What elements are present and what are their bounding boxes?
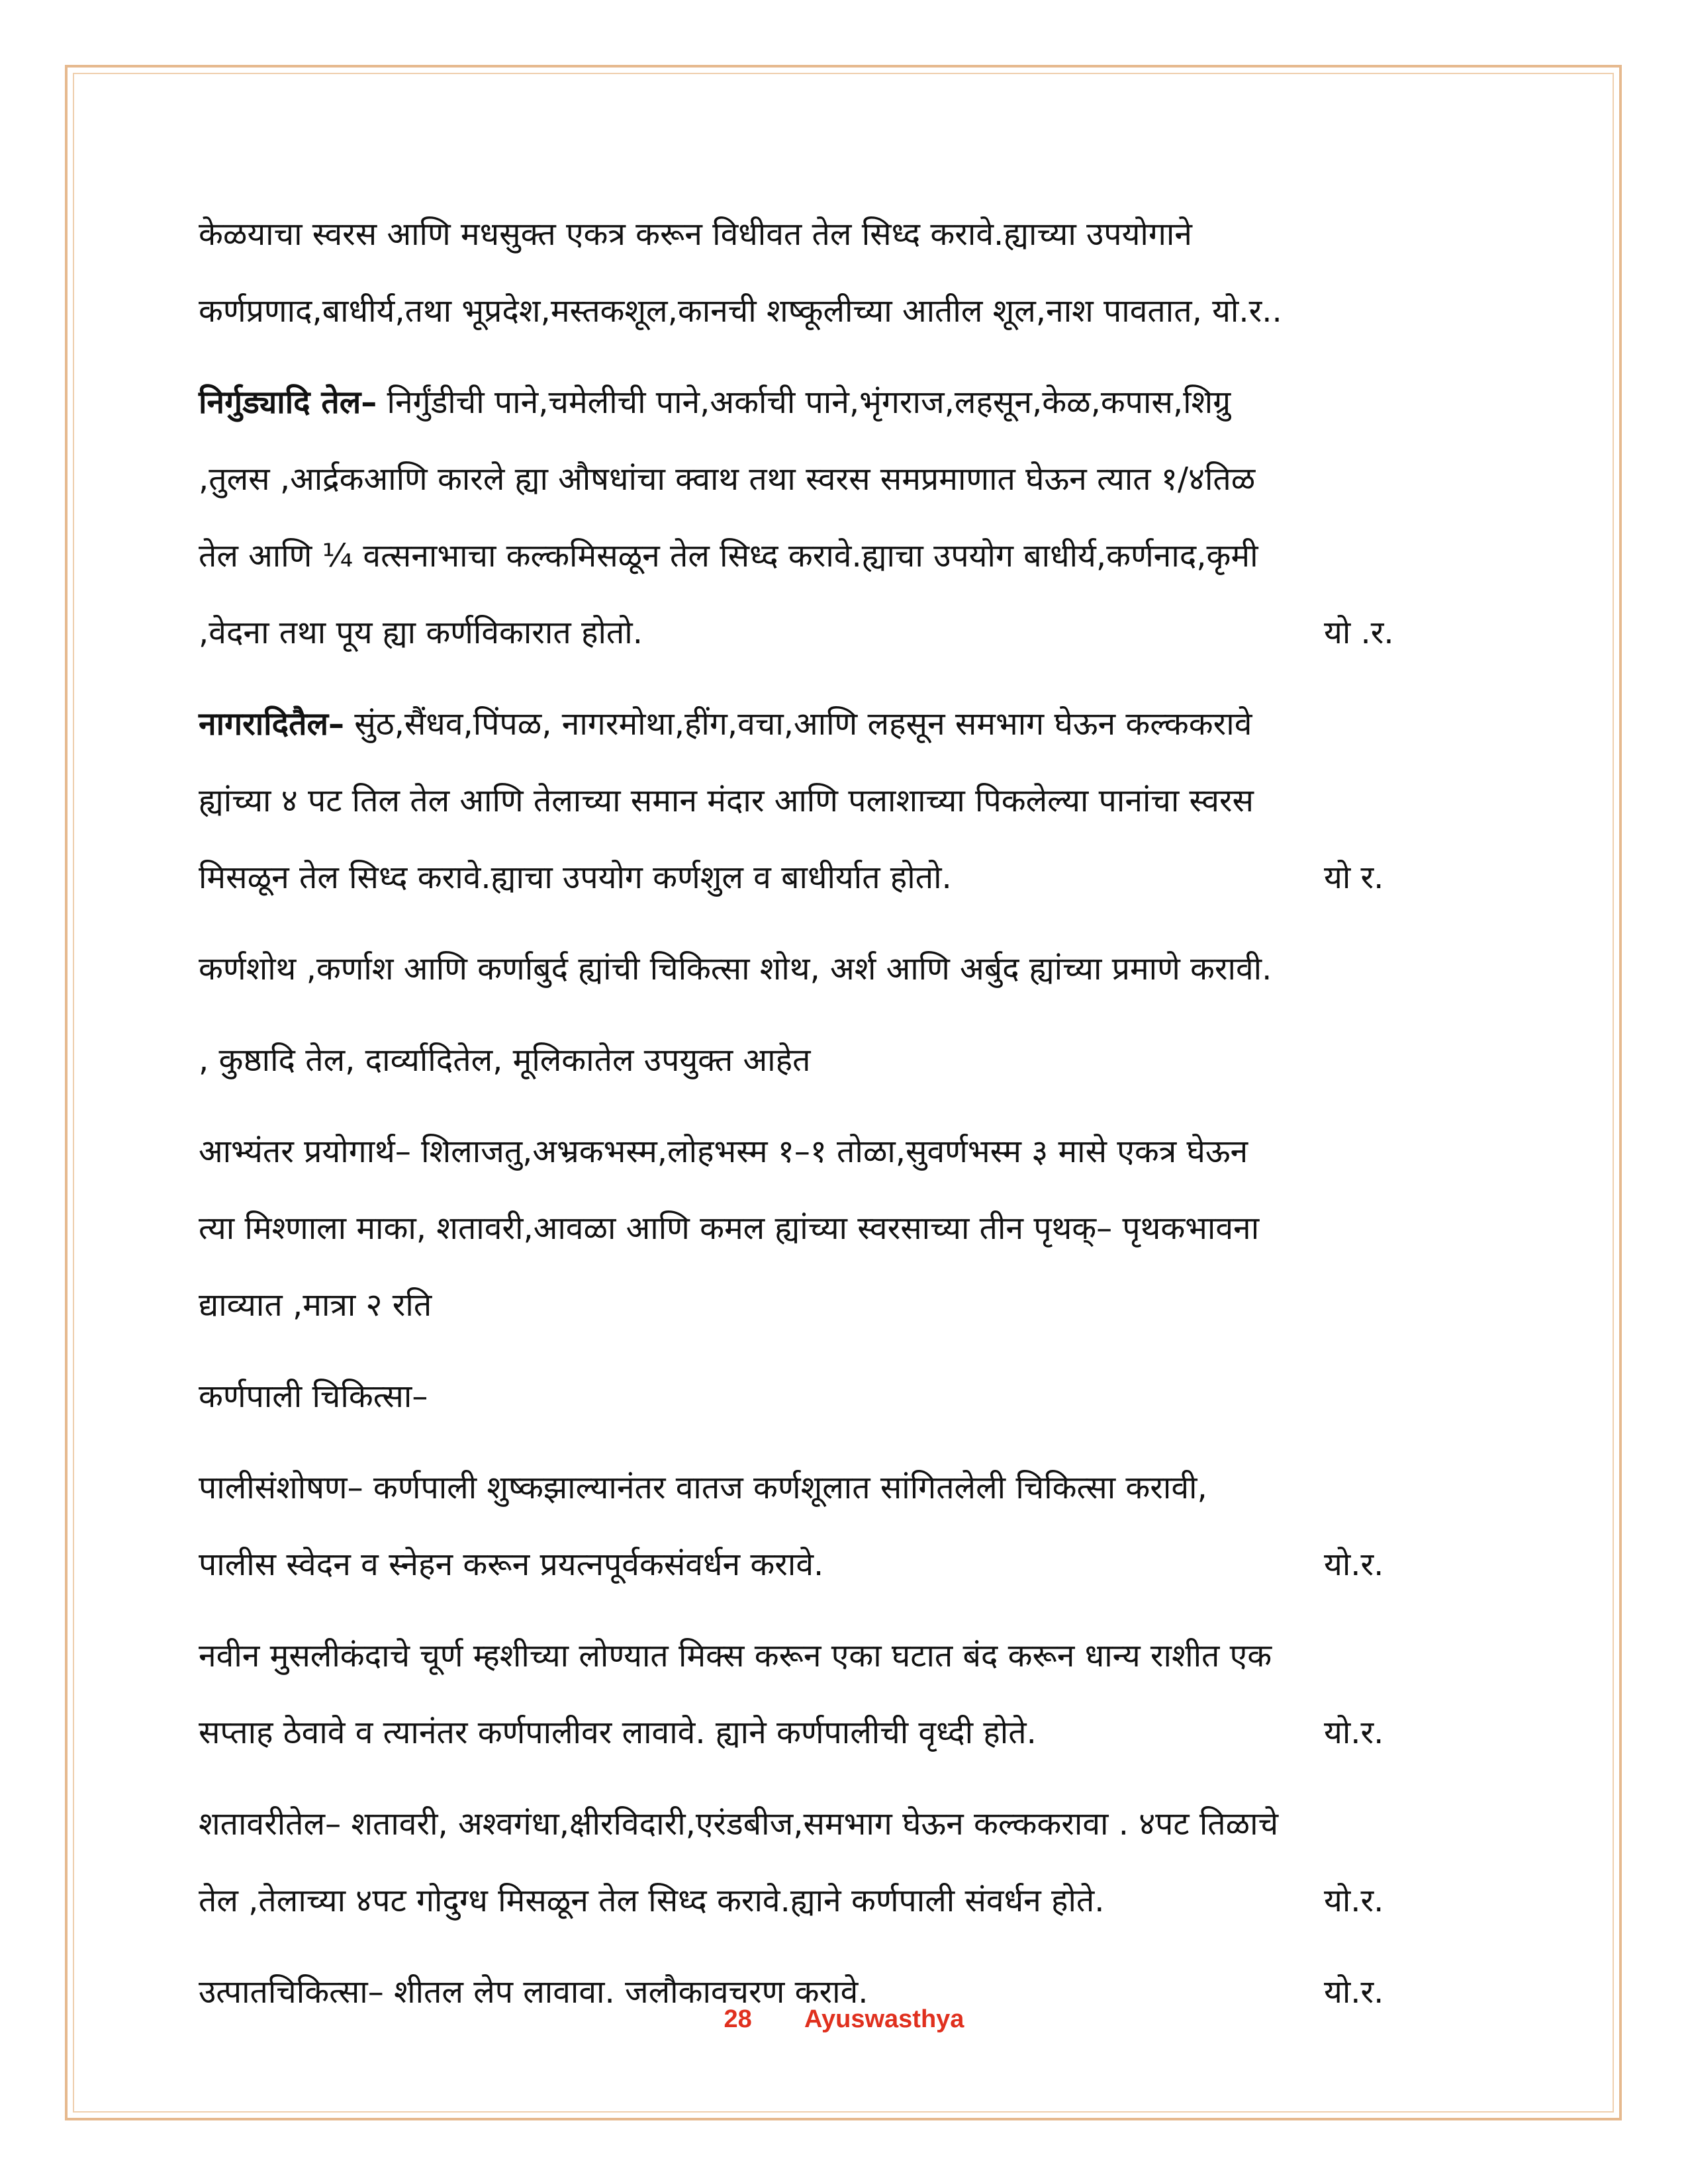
line-text: , कुष्ठादि तेल, दार्व्यादितेल, मूलिकातेल उपयुक्त आहेत: [199, 1042, 811, 1079]
text-line: [199, 1617, 1496, 1694]
line-text: सप्ताह ठेवावे व त्यानंतर कर्णपालीवर लावावे. ह्याने कर्णपालीची वृध्दी होते.: [199, 1714, 1037, 1751]
text-line: [199, 518, 1496, 594]
line-text: ह्यांच्या ४ पट तिल तेल आणि तेलाच्या समान मंदार आणि पलाशाच्या पिकलेल्या पानांचा स्वरस: [199, 782, 1254, 819]
paragraph: [199, 364, 1496, 671]
reference-citation: यो.र.: [1324, 1974, 1384, 2011]
page-number: 28: [724, 2005, 752, 2033]
footer-title: Ayuswasthya: [804, 2005, 964, 2033]
text-line: [199, 1449, 1496, 1526]
text-line: [199, 1526, 1496, 1603]
text-line: [199, 196, 1496, 273]
page-footer: [0, 2005, 1688, 2034]
paragraph: [199, 1113, 1496, 1343]
section-heading: निर्गुड्यादि तेल–: [199, 384, 377, 421]
reference-citation: यो .र.: [1324, 614, 1394, 651]
text-line: [199, 1113, 1496, 1190]
line-text: आभ्यंतर प्रयोगार्थ– शिलाजतु,अभ्रकभस्म,लोहभस्म १–१ तोळा,सुवर्णभस्म ३ मासे एकत्र घेऊन: [199, 1133, 1248, 1170]
reference-citation: यो.र.: [1324, 1546, 1384, 1583]
paragraph: [199, 931, 1496, 1007]
line-text: त्या मिश्णाला माका, शतावरी,आवळा आणि कमल ह्यांच्या स्वरसाच्या तीन पृथक्– पृथकभावना: [199, 1210, 1260, 1247]
text-line: [199, 1358, 1496, 1435]
text-line: [199, 762, 1496, 839]
text-line: [199, 1786, 1496, 1862]
line-text: कर्णशोथ ,कर्णाश आणि कर्णाबुर्द ह्यांची चिकित्सा शोथ, अर्श आणि अर्बुद ह्यांच्या प्रमाणे करावी.: [199, 950, 1272, 987]
text-line: [199, 1862, 1496, 1939]
line-text: ,वेदना तथा पूय ह्या कर्णविकारात होतो.: [199, 614, 643, 651]
text-line: [199, 686, 1496, 762]
text-line: [199, 839, 1496, 916]
text-line: [199, 931, 1496, 1007]
paragraph: [199, 1022, 1496, 1099]
line-text: सुंठ,सैंधव,पिंपळ, नागरमोथा,हींग,वचा,आणि लहसून समभाग घेऊन कल्ककरावे: [344, 705, 1252, 743]
text-line: [199, 273, 1496, 349]
line-text: पालीस स्वेदन व स्नेहन करून प्रयत्नपूर्वकसंवर्धन करावे.: [199, 1546, 824, 1583]
paragraph: [199, 686, 1496, 916]
reference-citation: यो.र.: [1324, 1714, 1384, 1751]
line-text: पालीसंशोषण– कर्णपाली शुष्कझाल्यानंतर वातज कर्णशूलात सांगितलेली चिकित्सा करावी,: [199, 1469, 1207, 1506]
line-text: ,तुलस ,आर्द्रकआणि कारले ह्या औषधांचा क्वाथ तथा स्वरस समप्रमाणात घेऊन त्यात १/४तिळ: [199, 461, 1256, 498]
text-line: [199, 364, 1496, 441]
text-line: [199, 1694, 1496, 1771]
line-text: द्याव्यात ,मात्रा २ रति: [199, 1287, 432, 1324]
line-text: शतावरीतेल– शतावरी, अश्वगंधा,क्षीरविदारी,एरंडबीज,समभाग घेऊन कल्ककरावा . ४पट तिळाचे: [199, 1805, 1279, 1843]
line-text: केळयाचा स्वरस आणि मधसुक्त एकत्र करून विधीवत तेल सिध्द करावे.ह्याच्या उपयोगाने: [199, 216, 1192, 253]
paragraph: [199, 196, 1496, 349]
line-text: तेल आणि ¼ वत्सनाभाचा कल्कमिसळून तेल सिध्द करावे.ह्याचा उपयोग बाधीर्य,कर्णनाद,कृमी: [199, 537, 1258, 574]
text-line: [199, 594, 1496, 671]
reference-citation: यो.र.: [1324, 1882, 1384, 1919]
text-line: [199, 1022, 1496, 1099]
line-text: कर्णप्रणाद,बाधीर्य,तथा भूप्रदेश,मस्तकशूल,कानची शष्कूलीच्या आतील शूल,नाश पावतात, यो.र..: [199, 293, 1282, 330]
paragraph: [199, 1617, 1496, 1771]
section-heading: नागरादितैल–: [199, 705, 344, 743]
text-line: [199, 1267, 1496, 1343]
reference-citation: यो र.: [1324, 859, 1384, 896]
line-text: उत्पातचिकित्सा– शीतल लेप लावावा. जलौकावचरण करावे.: [199, 1974, 868, 2011]
line-text: कर्णपाली चिकित्सा–: [199, 1378, 428, 1415]
line-text: तेल ,तेलाच्या ४पट गोदुग्ध मिसळून तेल सिध्द करावे.ह्याने कर्णपाली संवर्धन होते.: [199, 1882, 1105, 1919]
line-text: निर्गुंडीची पाने,चमेलीची पाने,अर्काची पाने,भृंगराज,लहसून,केळ,कपास,शिग्रु: [377, 384, 1231, 421]
line-text: नवीन मुसलीकंदाचे चूर्ण म्हशीच्या लोण्यात मिक्स करून एका घटात बंद करून धान्य राशीत एक: [199, 1637, 1272, 1674]
line-text: मिसळून तेल सिध्द करावे.ह्याचा उपयोग कर्णशुल व बाधीर्यात होतो.: [199, 859, 952, 896]
text-line: [199, 441, 1496, 518]
text-line: [199, 1190, 1496, 1267]
paragraph: [199, 1358, 1496, 1435]
document-body: [199, 196, 1496, 2045]
paragraph: [199, 1786, 1496, 1939]
paragraph: [199, 1449, 1496, 1603]
